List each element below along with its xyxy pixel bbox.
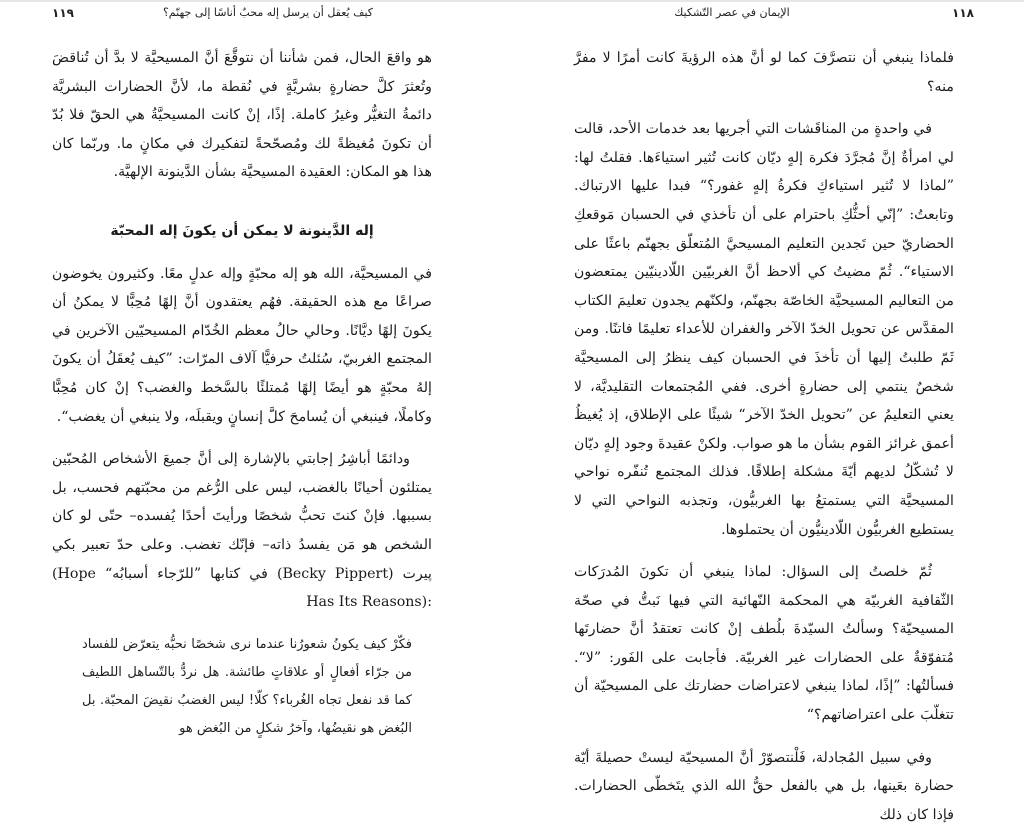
right-body (574, 44, 954, 829)
paragraph: وفي سبيل المُجادلة، فَلْنتصوّرْ أنَّ المسيحيّة ليستْ حصيلةَ أيّة حضارة بعَينها، بل هي بالفعل حقُّ الله الذي يتَخطّى الحضارات. فإذا كان ذلك (574, 749, 954, 823)
paragraph (52, 445, 432, 617)
paragraph: فلماذا ينبغي أن نتصرَّفَ كما لو أنَّ هذه الرؤيةَ كانت أمرًا لا مفرَّ منه؟ (574, 50, 954, 95)
paragraph: في المسيحيَّة، الله هو إله محبّةٍ وإله عدلٍ معًا. وكثيرون يخوضون صراعًا مع هذه الحقيقة. فهُم يعتقدون أنَّ إلهًا مُحِبًّا لا يمكنُ أن يكونَ إلهًا ديَّانًا. وحالي حالُ معظم الخُدّام المسيحيّين الآخرين في المجتمع الغربيّ، سُئلتُ حرفيًّا آلاف المرّات: ”كيف يُعقَلُ أن يكونَ إلهُ محبّةٍ هو أيضًا إلهًا مُمتلئًا بالسَّخط والغضب؟ إنْ كان مُحِبًّا وكاملًا، فينبغي أن يُسامحَ كلَّ إنسانٍ ويقبلَه، ولا ينبغي أن يغضب“. (52, 265, 432, 425)
paragraph: هو واقعَ الحال، فمن شأننا أن نتوقَّعَ أنَّ المسيحيَّة لا بدَّ أن تُناقضَ وتُعثرَ كلَّ حضارةٍ بشريَّةٍ في نُقطة ما، لأنَّ الحضارات البشريَّة دائمةُ التغيُّر وغيرُ كاملة. إذًا، إنْ كانت المسيحيَّةُ هي الحقّ فلا بُدّ أن تكونَ مُغيظةً لك ومُصحّحةً لتفكيرك في مكانٍ ما. وربّما كان هذا هو المكان: العقيدة المسيحيَّة بشأن الدَّينونة الإلهيَّة. (52, 50, 432, 181)
book-reference: في كتابها ”للرّجاء أسبابُه“ (104, 565, 268, 582)
paragraph-text: ودائمًا أباشِرُ إجابتي بالإشارة إلى أنَّ جميعَ الأشخاص المُحبّين يمتلئون أحيانًا بالغضب، ليس على الرُّغم من محبّتهم فحسب، بل بسببها. فإنْ كنتَ تحبُّ شخصًا ورأيتَ أحدًا يُفسده– حتّى لو كان الشخص هو مَن يفسدُ ذاته– فإنّك تغضب. وعلى حدّ تعبير بكي پيرت (52, 451, 433, 582)
paragraph: ثُمّ خلصتُ إلى السؤال: لماذا ينبغي أن تكونَ المُدرَكات الثّقافية الغربيّة هي المحكمة النّهائية التي فيها نَبتُّ في صحّة المسيحيّة؟ وسألتُ السيّدةَ بلُطف إنْ كانت تعتقدُ أنَّ حضارتَها مُتفوّقةٌ على الحضارات غير الغربيّة. فأجابت على الفَور: ”لا“. فسألتُها: ”إذًا، لماذا ينبغي لاعتراضات حضارتك على المسيحيّة أن تتغلّبَ على اعتراضاتهم؟“ (574, 564, 954, 724)
block-quote: فكّرْ كيف يكونُ شعورُنا عندما نرى شخصًا نحبُّه يتعرّض للفساد من جرّاء أفعالٍ أو علاقاتٍ طائشة. هل نردُّ بالتّساهل اللطيف كما قد نفعل تجاه الغُرباء؟ كلّا! ليس الغضبُ نقيضَ المحبّة. بل البُغض هو نقيضُها، وآخرُ شكلٍ من البُغض هو (82, 636, 412, 736)
author-name-english: (Becky Pippert) (276, 565, 394, 582)
left-page (0, 0, 512, 736)
paragraph: في واحدةٍ من المناقَشات التي أجريها بعد خدمات الأحد، قالت لي امرأةٌ إنَّ مُجرَّدَ فكرة إلهٍ ديّان كانت تُثير استياءَها. فقلتُ لها: ”لماذا لا تُثير استياءكِ فكرةُ إلهٍ غفور؟“ فبدا عليها الارتباك. وتابعتُ: ”إنّي أحثُّكِ باحترام على أن تأخذي في الحسبان مَوقعكِ الحضاريّ حين تَجدين التعليم المسيحيَّ المُتعلّق بجهنّم باعثًا على الاستياء“. ثُمّ مضيتُ كي ألاحظ أنَّ الغربيّين اللّادينيّين يمتعضون من التعاليم المسيحيَّة الخاصّة بجهنّم، ولكنّهم يجدون تعليمَ الكتاب المقدَّس عن تحويل الخدّ الآخر والغفران للأعداء تعليمًا فاتنًا. ومن ثَمّ طلبتُ إليها أن تأخذَ في الحسبان كيف ينظرُ إلى المسيحيَّة شخصٌ ينتمي إلى حضارةٍ أخرى. ففي المُجتمعات التقليديَّة، لا يعني التعليمُ عن ”تحويل الخدّ الآخر“ شيئًا على الإطلاق، إذ يُغيظُ أعمق غرائز القوم بشأن ما هو صواب. ولكنْ عقيدةَ وجود إلهٍ ديّان لا تُشكّلُ لديهم أيّةَ مشكلة إطلاقًا. فذلك المجتمع تُنفّره نواحي المسيحيَّة التي يستمتعُ بها الغربيُّون، وتجذبه النواحي التي لا يستطيع الغربيُّون اللّادينيُّون أن يحتملوها. (574, 121, 954, 538)
running-head: كيف يُعقل أن يرسل إله محبٌ أناسًا إلى جهنّم؟ (162, 6, 374, 19)
book-title-english: (Hope Has Its Reasons): (52, 565, 432, 611)
page-number: ١١٩ (52, 6, 74, 20)
left-body (52, 44, 432, 743)
page-number: ١١٨ (952, 6, 974, 20)
section-heading: إله الدَّينونة لا يمكن أن يكونَ إله المحبّة (110, 222, 374, 239)
right-page (512, 0, 1024, 823)
running-head: الإيمان في عصر التّشكيك (674, 6, 790, 19)
